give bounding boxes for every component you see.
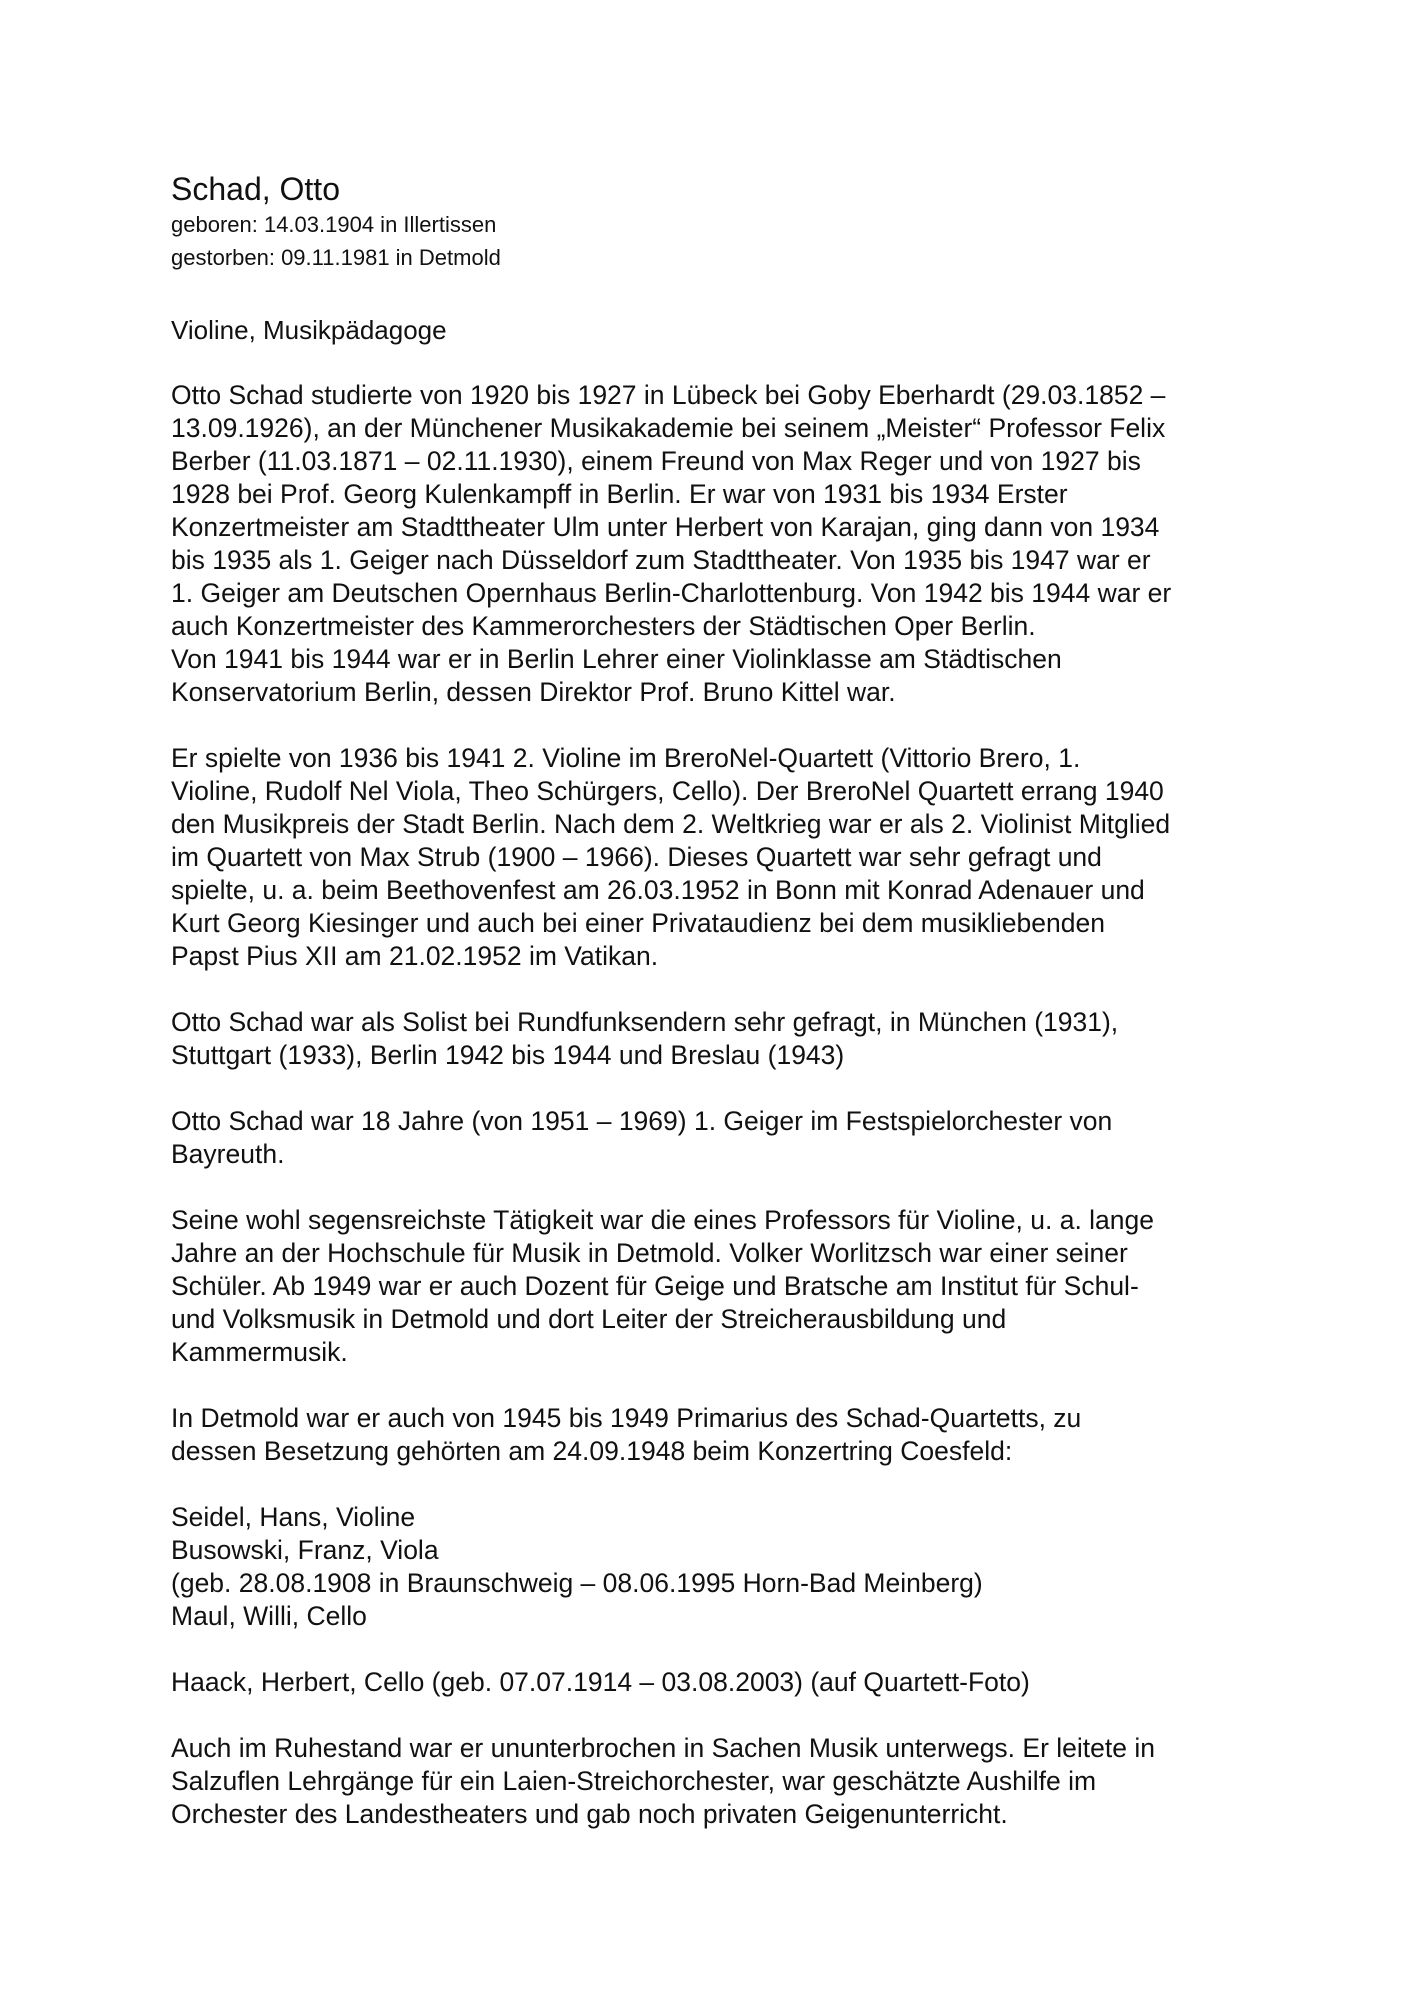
text-line: 13.09.1926), an der Münchener Musikakademie bei seinem „Meister“ Professor Felix	[171, 413, 1166, 443]
text-line: Salzuflen Lehrgänge für ein Laien-Streichorchester, war geschätzte Aushilfe im	[171, 1766, 1097, 1796]
text-line: Kammermusik.	[171, 1337, 348, 1367]
text-line: Von 1941 bis 1944 war er in Berlin Lehrer einer Violinklasse am Städtischen	[171, 644, 1062, 674]
text-line: Papst Pius XII am 21.02.1952 im Vatikan.	[171, 941, 659, 971]
text-line: auch Konzertmeister des Kammerorchesters der Städtischen Oper Berlin.	[171, 611, 1036, 641]
text-line: Stuttgart (1933), Berlin 1942 bis 1944 und Breslau (1943)	[171, 1040, 845, 1070]
paragraph-soloist	[171, 1006, 1281, 1072]
text-line: Orchester des Landestheaters und gab noch privaten Geigenunterricht.	[171, 1799, 1008, 1829]
list-item: Maul, Willi, Cello	[171, 1601, 367, 1631]
text-line: Seine wohl segensreichste Tätigkeit war die eines Professors für Violine, u. a. lange	[171, 1205, 1155, 1235]
text-line: Otto Schad war 18 Jahre (von 1951 – 1969) 1. Geiger im Festspielorchester von	[171, 1106, 1113, 1136]
paragraph-studies	[171, 379, 1281, 709]
text-line: Jahre an der Hochschule für Musik in Detmold. Volker Worlitzsch war einer seiner	[171, 1238, 1128, 1268]
text-line: Berber (11.03.1871 – 02.11.1930), einem Freund von Max Reger und von 1927 bis	[171, 446, 1141, 476]
text-line: Schüler. Ab 1949 war er auch Dozent für Geige und Bratsche am Institut für Schul-	[171, 1271, 1139, 1301]
text-line: spielte, u. a. beim Beethovenfest am 26.03.1952 in Bonn mit Konrad Adenauer und	[171, 875, 1145, 905]
text-line: Violine, Rudolf Nel Viola, Theo Schürgers, Cello). Der BreroNel Quartett errang 1940	[171, 776, 1164, 806]
text-line: 1. Geiger am Deutschen Opernhaus Berlin-Charlottenburg. Von 1942 bis 1944 war er	[171, 578, 1172, 608]
text-line: Kurt Georg Kiesinger und auch bei einer Privataudienz bei dem musikliebenden	[171, 908, 1105, 938]
text-line: 1928 bei Prof. Georg Kulenkampff in Berlin. Er war von 1931 bis 1934 Erster	[171, 479, 1068, 509]
text-line: und Volksmusik in Detmold und dort Leiter der Streicherausbildung und	[171, 1304, 1007, 1334]
paragraph-quartet	[171, 742, 1281, 973]
paragraph-schad-quartet	[171, 1402, 1281, 1468]
document-title: Schad, Otto	[171, 171, 340, 207]
text-line: im Quartett von Max Strub (1900 – 1966). Dieses Quartett war sehr gefragt und	[171, 842, 1102, 872]
text-line: Er spielte von 1936 bis 1941 2. Violine im BreroNel-Quartett (Vittorio Brero, 1.	[171, 743, 1081, 773]
list-item: (geb. 28.08.1908 in Braunschweig – 08.06.1995 Horn-Bad Meinberg)	[171, 1568, 983, 1598]
document-page	[171, 170, 1281, 1831]
paragraph-haack	[171, 1666, 1281, 1699]
text-line: Konservatorium Berlin, dessen Direktor Prof. Bruno Kittel war.	[171, 677, 896, 707]
death-info: gestorben: 09.11.1981 in Detmold	[171, 245, 501, 270]
text-line: Bayreuth.	[171, 1139, 285, 1169]
text-line: In Detmold war er auch von 1945 bis 1949 Primarius des Schad-Quartetts, zu	[171, 1403, 1082, 1433]
text-line: dessen Besetzung gehörten am 24.09.1948 beim Konzertring Coesfeld:	[171, 1436, 1013, 1466]
paragraph-teaching	[171, 1204, 1281, 1369]
text-line: Auch im Ruhestand war er ununterbrochen in Sachen Musik unterwegs. Er leitete in	[171, 1733, 1155, 1763]
paragraph-retirement	[171, 1732, 1281, 1831]
profession: Violine, Musikpädagoge	[171, 315, 447, 345]
text-line: den Musikpreis der Stadt Berlin. Nach dem 2. Weltkrieg war er als 2. Violinist Mitglied	[171, 809, 1171, 839]
paragraph-bayreuth	[171, 1105, 1281, 1171]
list-item: Seidel, Hans, Violine	[171, 1502, 416, 1532]
text-line: Otto Schad studierte von 1920 bis 1927 in Lübeck bei Goby Eberhardt (29.03.1852 –	[171, 380, 1166, 410]
list-item: Busowski, Franz, Viola	[171, 1535, 439, 1565]
member-list	[171, 1501, 1281, 1633]
text-line: bis 1935 als 1. Geiger nach Düsseldorf zum Stadttheater. Von 1935 bis 1947 war er	[171, 545, 1151, 575]
birth-info: geboren: 14.03.1904 in Illertissen	[171, 212, 497, 237]
text-line: Haack, Herbert, Cello (geb. 07.07.1914 – 03.08.2003) (auf Quartett-Foto)	[171, 1667, 1030, 1697]
text-line: Otto Schad war als Solist bei Rundfunksendern sehr gefragt, in München (1931),	[171, 1007, 1119, 1037]
text-line: Konzertmeister am Stadttheater Ulm unter Herbert von Karajan, ging dann von 1934	[171, 512, 1160, 542]
